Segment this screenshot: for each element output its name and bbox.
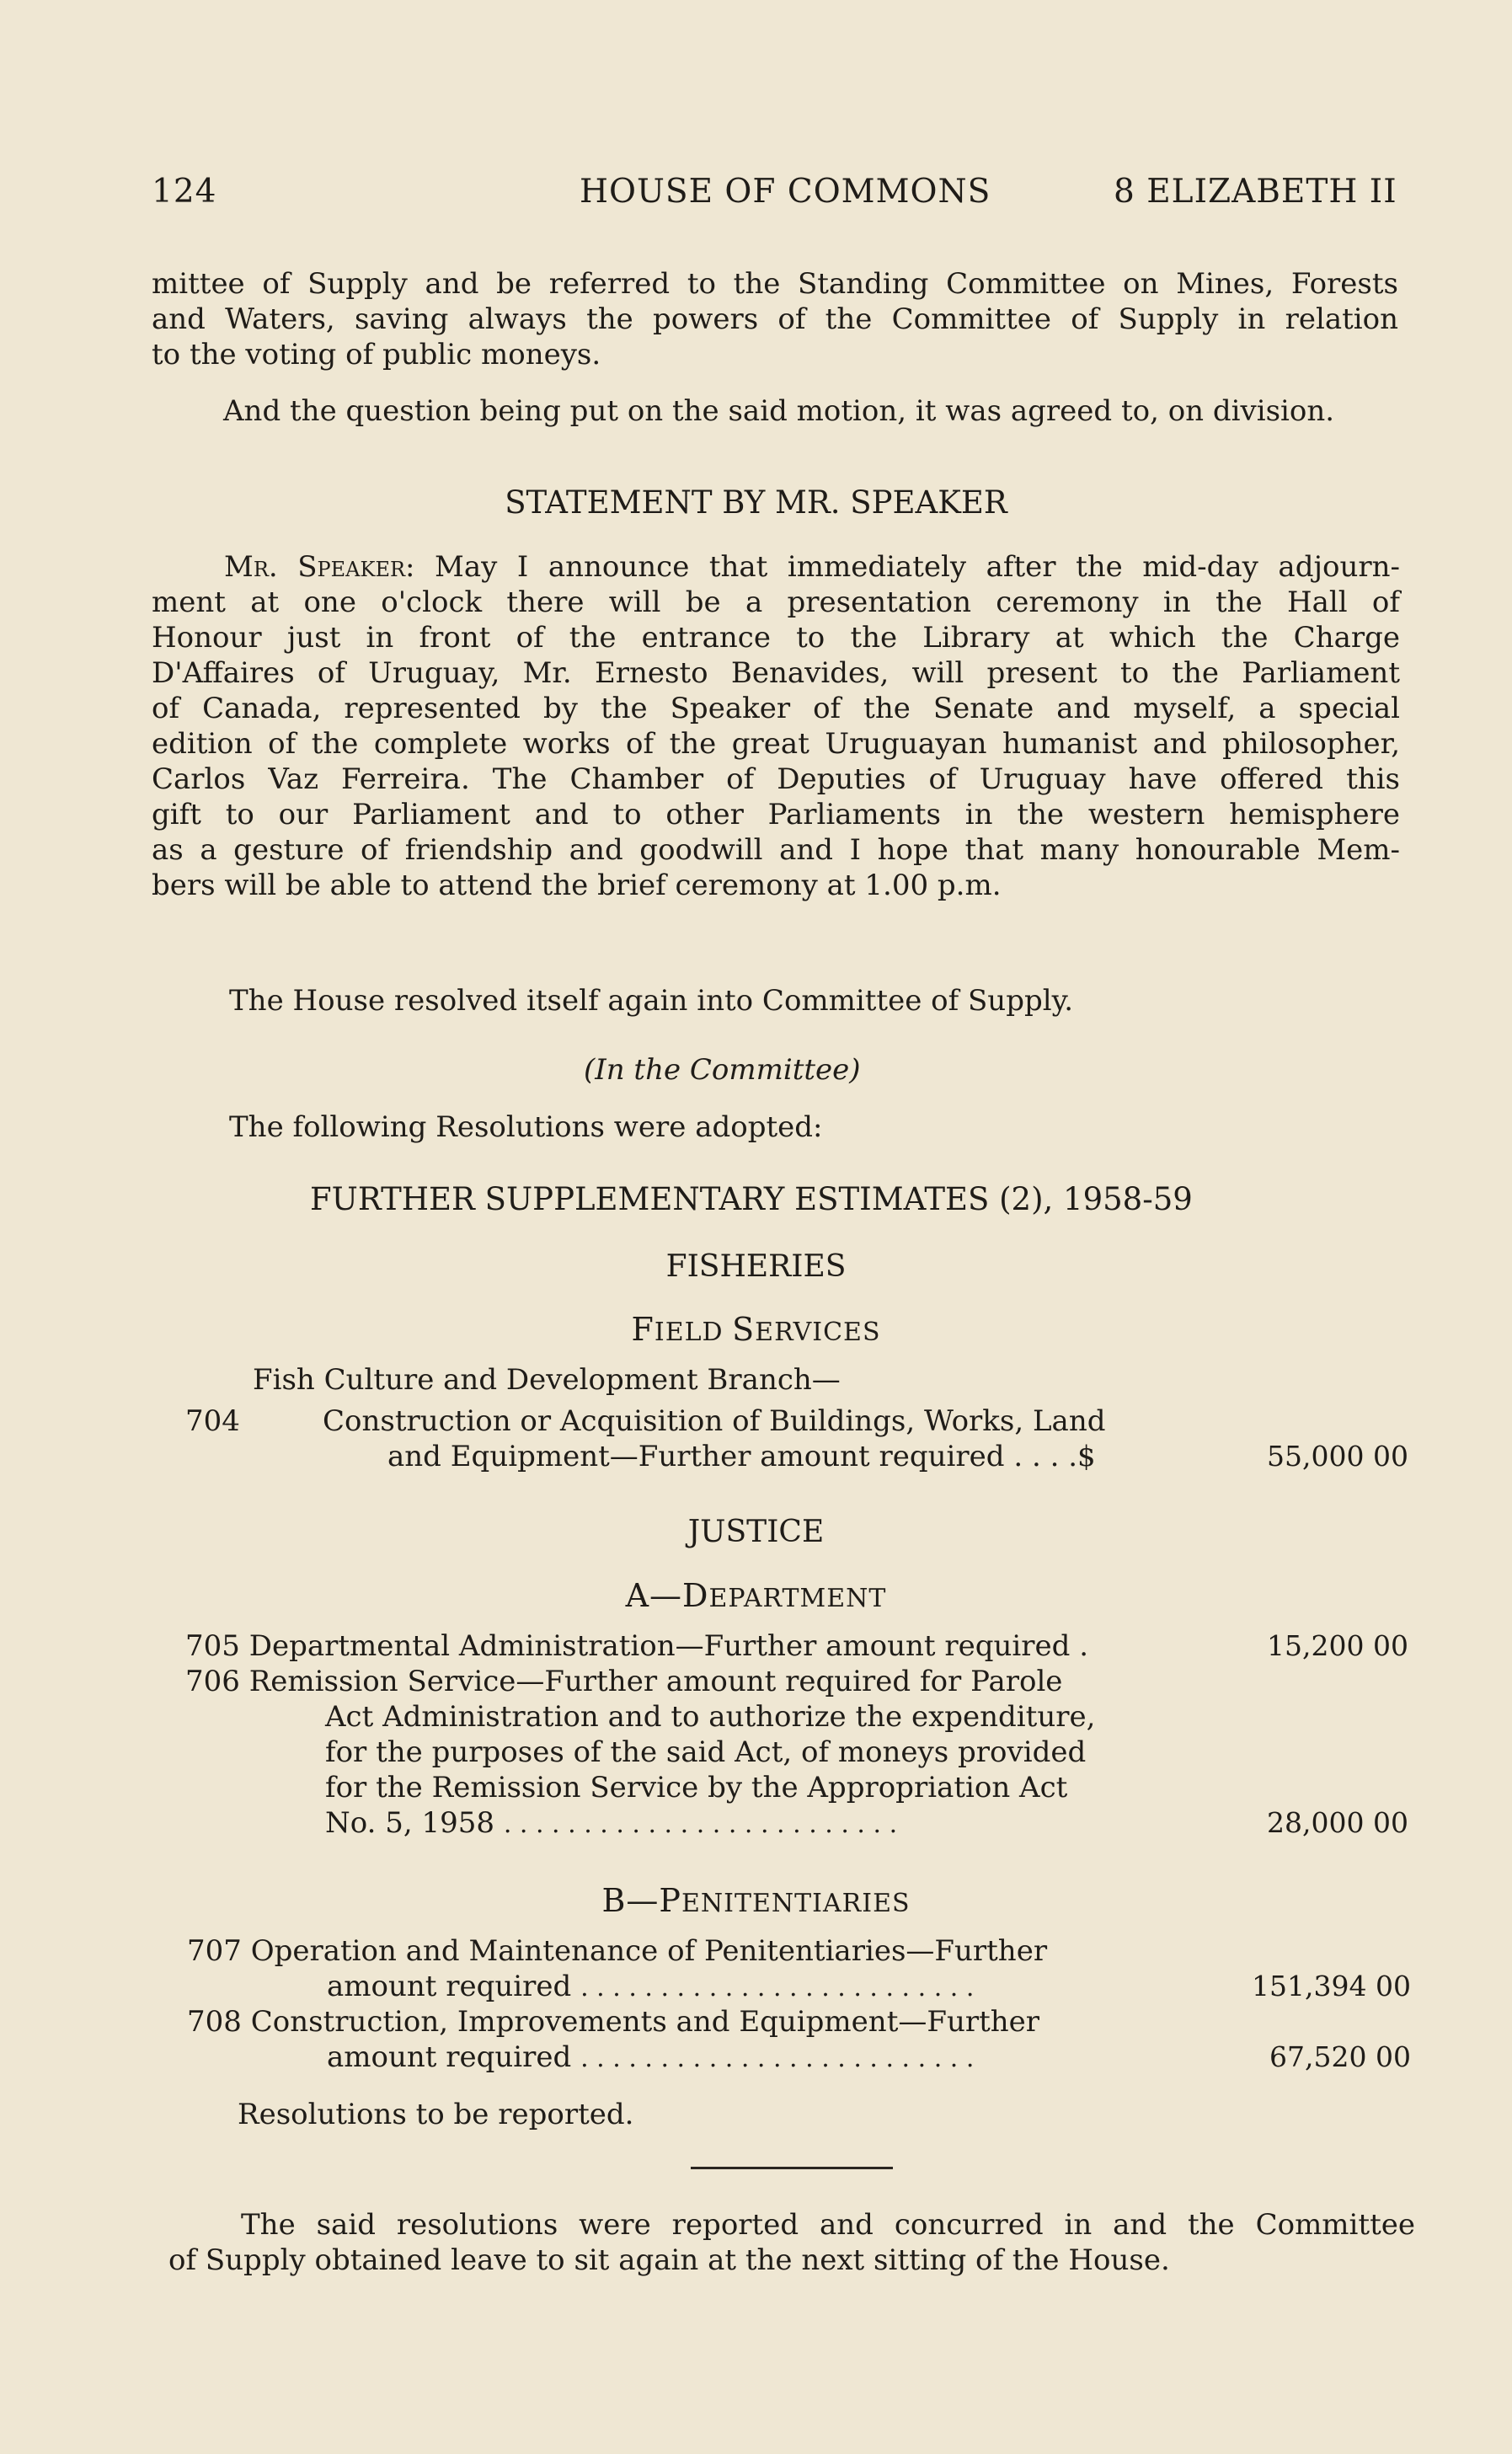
statement-line: Carlos Vaz Ferreira. The Chamber of Deputies of Uruguay have offered this — [152, 762, 1400, 796]
fisheries-heading: FISHERIES — [665, 1249, 847, 1284]
field-services-subheading: FIELD SERVICES — [631, 1311, 881, 1348]
statement-line: bers will be able to attend the brief ceremony at 1.00 p.m. — [152, 869, 1002, 902]
regnal-year: 8 ELIZABETH II — [1114, 173, 1397, 211]
statement-line: as a gesture of friendship and goodwill and I hope that many honourable Mem- — [152, 833, 1400, 867]
item-704-line: and Equipment—Further amount required . . . .$ — [387, 1440, 1096, 1473]
item-705-amount: 15,200 00 — [1267, 1629, 1408, 1662]
resolutions-adopted: The following Resolutions were adopted: — [229, 1110, 823, 1144]
item-706-amount: 28,000 00 — [1267, 1806, 1408, 1839]
committee-resolved: The House resolved itself again into Committee of Supply. — [229, 984, 1074, 1018]
justice-heading: JUSTICE — [687, 1515, 825, 1549]
item-706-line: for the Remission Service by the Appropriation Act — [325, 1771, 1068, 1804]
closing-line: The said resolutions were reported and concurred in and the Committee — [241, 2208, 1415, 2242]
statement-heading: STATEMENT BY MR. SPEAKER — [505, 484, 1007, 521]
closing-paragraph — [168, 2207, 1415, 2278]
branch-label: Fish Culture and Development Branch— — [253, 1363, 841, 1397]
statement-line: Mr. Speaker: May I announce that immediately after the mid-day adjourn- — [224, 550, 1401, 584]
intro-line: mittee of Supply and be referred to the Standing Committee on Mines, Forests — [152, 267, 1398, 301]
item-707-amount: 151,394 00 — [1252, 1970, 1411, 2002]
item-707-line: 707 Operation and Maintenance of Penitentiaries—Further — [187, 1934, 1048, 1968]
running-title: HOUSE OF COMMONS — [580, 173, 991, 211]
statement-line: of Canada, represented by the Speaker of the Senate and myself, a special — [152, 692, 1400, 725]
item-704-line: Construction or Acquisition of Buildings, Works, Land — [323, 1404, 1106, 1438]
question-line: And the question being put on the said motion, it was agreed to, on division. — [223, 394, 1335, 428]
item-706-line: Act Administration and to authorize the expenditure, — [325, 1700, 1096, 1734]
penitentiaries-subheading: B—PENITENTIARIES — [601, 1882, 911, 1919]
statement-line: edition of the complete works of the great Uruguayan humanist and philosopher, — [152, 727, 1400, 761]
item-708-amount: 67,520 00 — [1269, 2040, 1411, 2073]
item-705-line: 705 Departmental Administration—Further amount required . — [185, 1629, 1089, 1663]
page-number: 124 — [152, 173, 217, 211]
statement-line: ment at one o'clock there will be a presentation ceremony in the Hall of — [152, 585, 1400, 619]
statement-line: D'Affaires of Uruguay, Mr. Ernesto Benavides, will present to the Parliament — [152, 656, 1400, 690]
item-708-line: 708 Construction, Improvements and Equipment—Further — [187, 2005, 1040, 2039]
estimates-title: FURTHER SUPPLEMENTARY ESTIMATES (2), 1958-59 — [310, 1181, 1193, 1217]
statement-line: Honour just in front of the entrance to the Library at which the Charge — [152, 621, 1400, 655]
intro-paragraph — [152, 266, 1398, 372]
item-704-amount: 55,000 00 — [1267, 1440, 1408, 1473]
item-number: 704 — [185, 1404, 240, 1438]
statement-paragraph — [152, 549, 1400, 903]
item-708-line: amount required . . . . . . . . . . . . . . . . . . . . . . . . . — [327, 2040, 975, 2074]
intro-line: to the voting of public moneys. — [152, 338, 601, 372]
item-706-line: 706 Remission Service—Further amount required for Parole — [185, 1665, 1063, 1698]
item-706-line: No. 5, 1958 . . . . . . . . . . . . . . . . . . . . . . . . . — [325, 1806, 898, 1840]
statement-line: gift to our Parliament and to other Parliaments in the western hemisphere — [152, 798, 1400, 831]
item-707-line: amount required . . . . . . . . . . . . . . . . . . . . . . . . . — [327, 1970, 975, 2003]
closing-line: of Supply obtained leave to sit again at the next sitting of the House. — [168, 2243, 1170, 2277]
resolutions-to-be-reported: Resolutions to be reported. — [238, 2098, 634, 2131]
section-divider — [691, 2167, 893, 2169]
intro-line: and Waters, saving always the powers of the Committee of Supply in relation — [152, 302, 1398, 336]
speaker-name: Mr. Speaker — [224, 550, 406, 584]
in-committee: (In the Committee) — [584, 1053, 861, 1087]
item-706-line: for the purposes of the said Act, of moneys provided — [325, 1735, 1087, 1769]
department-subheading: A—DEPARTMENT — [625, 1577, 887, 1614]
